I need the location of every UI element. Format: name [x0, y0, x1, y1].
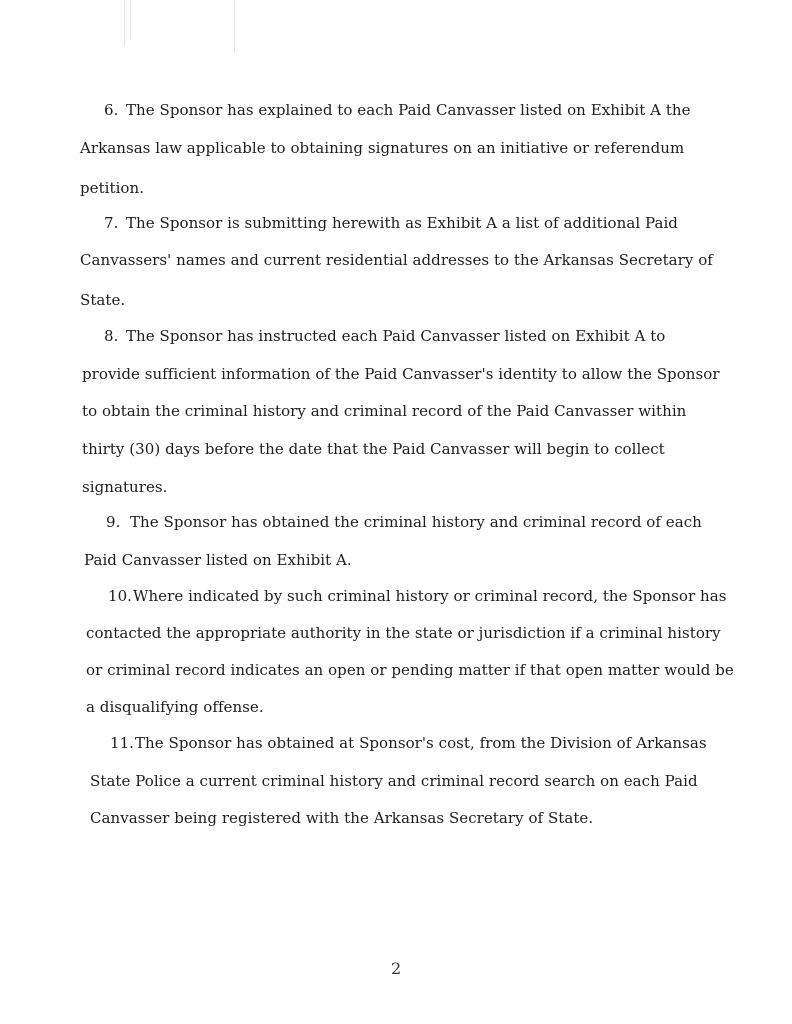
paragraph-line: a disqualifying offense.	[86, 698, 264, 716]
scan-artifact-line	[124, 0, 125, 46]
paragraph-line: signatures.	[82, 478, 168, 496]
paragraph-number: 10.	[108, 587, 133, 605]
scan-artifact-line	[130, 0, 131, 40]
paragraph-number: 7.	[104, 214, 119, 232]
paragraph-line: contacted the appropriate authority in the state or jurisdiction if a criminal history	[86, 624, 721, 642]
paragraph-line: petition.	[80, 179, 145, 197]
page-number: 2	[391, 959, 402, 978]
paragraph-number: 11.	[110, 734, 135, 752]
scan-artifact-line	[234, 0, 235, 52]
paragraph-line: Canvassers' names and current residential addresses to the Arkansas Secretary of	[80, 251, 713, 269]
paragraph-line: The Sponsor has obtained at Sponsor's cost, from the Division of Arkansas	[135, 734, 707, 752]
paragraph-line: The Sponsor has obtained the criminal history and criminal record of each	[130, 513, 702, 531]
paragraph-line: The Sponsor has instructed each Paid Canvasser listed on Exhibit A to	[126, 327, 666, 345]
paragraph-line: thirty (30) days before the date that the Paid Canvasser will begin to collect	[82, 440, 665, 458]
paragraph-line: or criminal record indicates an open or pending matter if that open matter would be	[86, 661, 734, 679]
paragraph-line: Canvasser being registered with the Arkansas Secretary of State.	[90, 809, 594, 827]
paragraph-line: Where indicated by such criminal history or criminal record, the Sponsor has	[133, 587, 727, 605]
paragraph-line: to obtain the criminal history and criminal record of the Paid Canvasser within	[82, 402, 687, 420]
paragraph-line: State Police a current criminal history and criminal record search on each Paid	[90, 772, 698, 790]
paragraph-line: State.	[80, 291, 126, 309]
paragraph-line: The Sponsor is submitting herewith as Exhibit A a list of additional Paid	[126, 214, 678, 232]
paragraph-number: 6.	[104, 101, 119, 119]
paragraph-number: 9.	[106, 513, 121, 531]
paragraph-line: Arkansas law applicable to obtaining signatures on an initiative or referendum	[80, 139, 685, 157]
paragraph-number: 8.	[104, 327, 119, 345]
paragraph-line: The Sponsor has explained to each Paid Canvasser listed on Exhibit A the	[126, 101, 691, 119]
paragraph-line: provide sufficient information of the Paid Canvasser's identity to allow the Sponsor	[82, 365, 720, 383]
paragraph-line: Paid Canvasser listed on Exhibit A.	[84, 551, 352, 569]
